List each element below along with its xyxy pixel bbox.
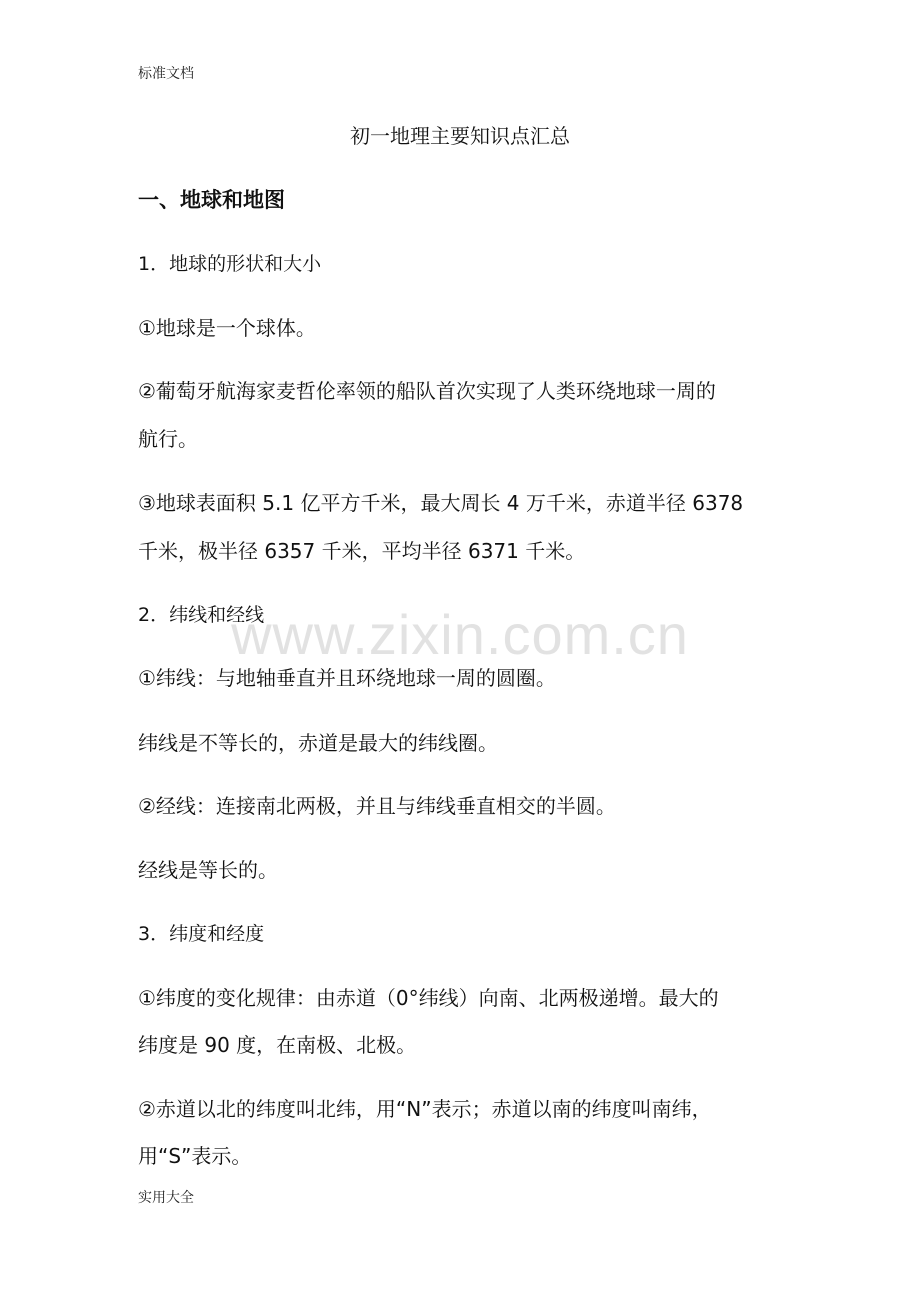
paragraph-line: ②经线：连接南北两极，并且与纬线垂直相交的半圆。	[138, 794, 616, 818]
paragraph-line: 航行。	[138, 427, 198, 451]
header-note: 标准文档	[138, 66, 194, 82]
section-heading-earth-and-maps: 一、地球和地图	[138, 188, 285, 212]
paragraph-line: ②葡萄牙航海家麦哲伦率领的船队首次实现了人类环绕地球一周的	[138, 379, 716, 403]
paragraph-line: ①地球是一个球体。	[138, 316, 316, 340]
paragraph-line: 纬度是 90 度，在南极、北极。	[138, 1033, 417, 1057]
footer-note: 实用大全	[138, 1190, 194, 1206]
paragraph-line: 用“S”表示。	[138, 1144, 252, 1168]
paragraph-line: 经线是等长的。	[138, 858, 278, 882]
subheading-latitude-longitude-lines: 2．纬线和经线	[138, 604, 265, 626]
paragraph-line: ②赤道以北的纬度叫北纬，用“N”表示；赤道以南的纬度叫南纬，	[138, 1097, 712, 1121]
watermark: www.zixin.com.cn	[231, 603, 689, 666]
paragraph-line: 千米，极半径 6357 千米，平均半径 6371 千米。	[138, 539, 586, 563]
subheading-latitude-longitude: 3．纬度和经度	[138, 923, 265, 945]
document-title: 初一地理主要知识点汇总	[350, 124, 570, 148]
paragraph-line: ①纬度的变化规律：由赤道（0°纬线）向南、北两极递增。最大的	[138, 986, 719, 1010]
paragraph-line: 纬线是不等长的，赤道是最大的纬线圈。	[138, 731, 498, 755]
paragraph-line: ③地球表面积 5.1 亿平方千米，最大周长 4 万千米，赤道半径 6378	[138, 491, 744, 515]
subheading-shape-and-size: 1．地球的形状和大小	[138, 253, 322, 275]
paragraph-line: ①纬线：与地轴垂直并且环绕地球一周的圆圈。	[138, 666, 556, 690]
